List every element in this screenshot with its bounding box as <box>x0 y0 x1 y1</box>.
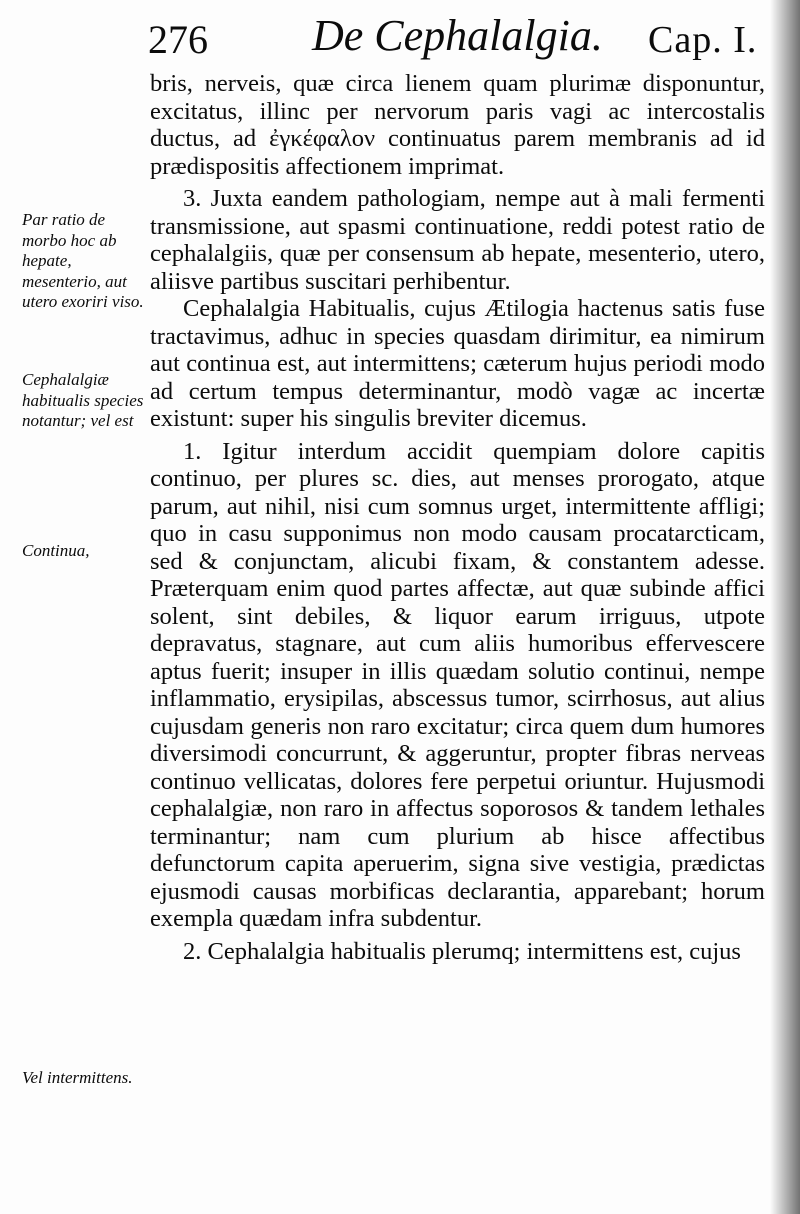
chapter-heading: Cap. I. <box>648 19 758 61</box>
paragraph-habitualis: Cephalalgia Habitualis, cujus Ætilogia hactenus satis fuse tractavimus, adhuc in species quasdam dirimitur, ea nimirum aut continua est, aut intermittens; cæterum hujus periodi modo ad certum tempus determinantur, modò vagæ ac incertæ existunt: super his singulis breviter dicemus. <box>150 295 765 432</box>
page-number: 276 <box>148 17 208 62</box>
margin-note-intermittens: Vel intermittens. <box>22 1068 133 1087</box>
paragraph-intermittens: 2. Cephalalgia habitualis plerumq; intermittens est, cujus <box>183 937 741 965</box>
running-title: De Cephalalgia. <box>312 11 603 60</box>
main-text <box>150 70 765 965</box>
margin-note-continua: Continua, <box>22 541 90 560</box>
page-edge-shadow <box>770 0 800 1214</box>
margin-note-hepate: Par ratio de morbo hoc ab hepate, mesenterio, aut utero exoriri viso. <box>22 210 144 311</box>
paragraph-continua: 1. Igitur interdum accidit quempiam dolore capitis continuo, per plures sc. dies, aut menses prorogato, atque parum, aut nihil, nisi cum somnus urget, intermittente affligi; quo in casu supponimus non modo causam procatarcticam, sed & conjunctam, alicubi fixam, & constantem adesse. Præterquam enim quod partes affectæ, aut quæ subinde affici solent, sint debiles, & liquor earum irriguus, utpote depravatus, stagnare, aut cum aliis humoribus effervescere aptus fuerit; insuper in illis quædam solutio continui, nempe inflammatio, erysipilas, abscessus tumor, scirrhosus, aut alius cujusdam generis non raro excitatur; circa quem dum humores diversimodi concurrunt, & aggeruntur, propter fibras nerveas continuo vellicatas, dolores fere perpetui oriuntur. Hujusmodi cephalalgiæ, non raro in affectus soporosos & tandem lethales terminantur; nam cum plurium ab hisce affectibus defunctorum capita aperuerim, signa sive vestigia, prædictas ejusmodi causas morbificas declarantia, apparebant; horum exempla quædam infra subdentur. <box>150 437 765 932</box>
paragraph-nervorum: bris, nerveis, quæ circa lienem quam plurimæ disponuntur, excitatus, illinc per nervorum paris vagi ac intercostalis ductus, ad ἐγκέφαλον continuatus parem membranis ad id prædispositis affectionem imprimat. <box>150 70 765 180</box>
margin-notes <box>0 0 150 1214</box>
paragraph-pathologiam: 3. Juxta eandem pathologiam, nempe aut à mali fermenti transmissione, aut spasmi continuatione, reddi potest ratio de cephalalgiis, quæ per consensum ab hepate, mesenterio, utero, aliisve partibus suscitari perhibentur. <box>150 185 765 295</box>
margin-note-species: Cephalalgiæ habitualis species notantur; vel est <box>22 370 144 430</box>
